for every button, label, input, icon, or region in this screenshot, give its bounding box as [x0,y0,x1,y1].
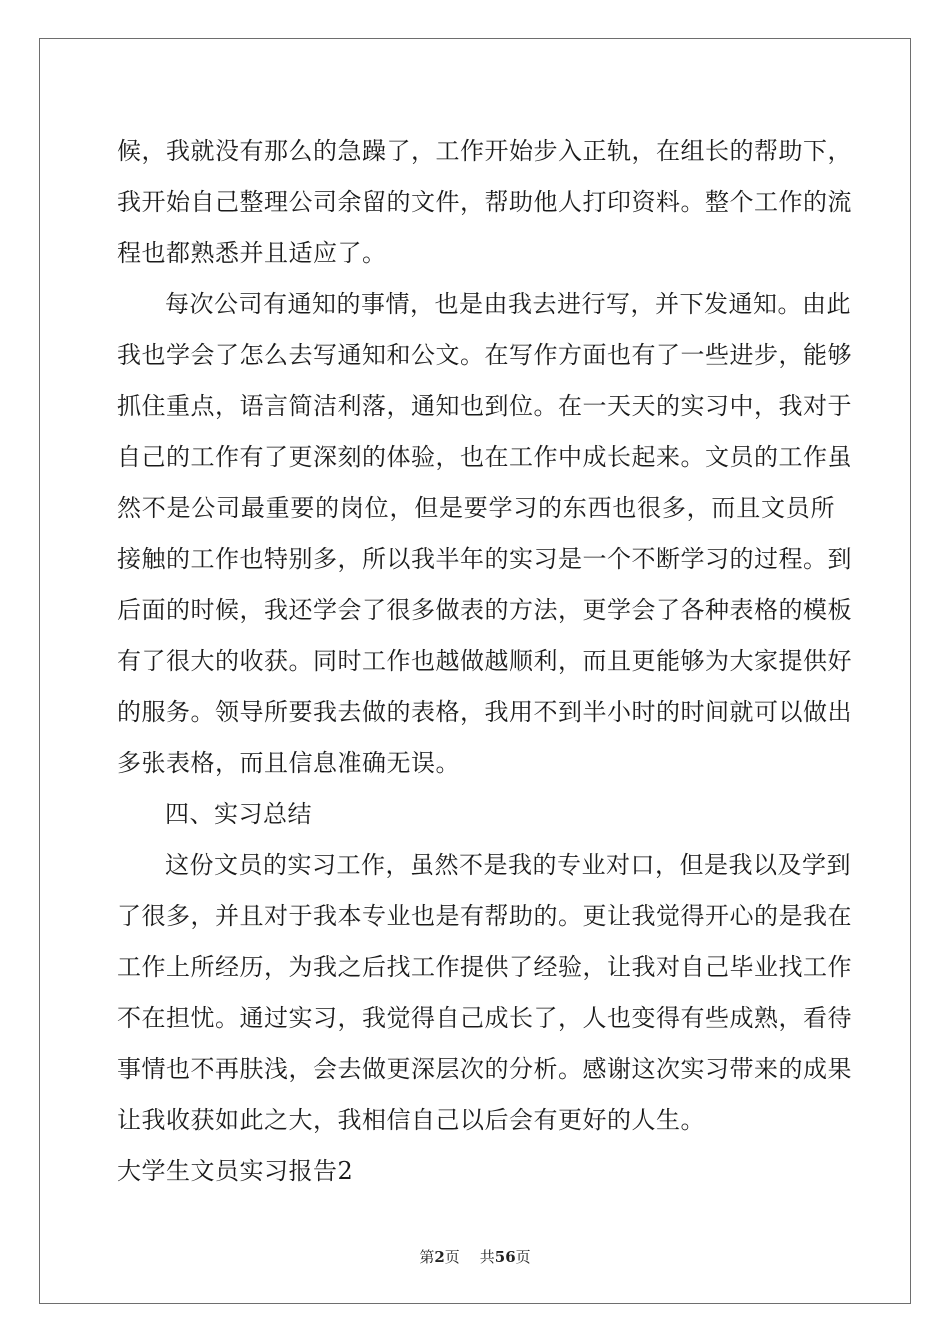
paragraph-line: 有了很大的收获。同时工作也越做越顺利，而且更能够为大家提供好 [117,647,852,675]
paragraph-line: 的服务。领导所要我去做的表格，我用不到半小时的时间就可以做出 [117,698,852,726]
paragraph-line: 自己的工作有了更深刻的体验，也在工作中成长起来。文员的工作虽 [117,443,852,471]
footer-page-prefix: 第 [419,1248,435,1266]
paragraph-line: 事情也不再肤浅，会去做更深层次的分析。感谢这次实习带来的成果 [117,1055,852,1083]
paragraph-line: 我也学会了怎么去写通知和公文。在写作方面也有了一些进步，能够 [117,341,852,369]
paragraph-line: 多张表格，而且信息准确无误。 [117,749,460,777]
paragraph-line: 了很多，并且对于我本专业也是有帮助的。更让我觉得开心的是我在 [117,902,852,930]
paragraph-line: 程也都熟悉并且适应了。 [117,239,387,267]
paragraph-line: 工作上所经历，为我之后找工作提供了经验，让我对自己毕业找工作 [117,953,852,981]
footer-page-suffix: 页 [444,1248,460,1266]
paragraph-line: 我开始自己整理公司余留的文件，帮助他人打印资料。整个工作的流 [117,188,852,216]
footer-total-prefix: 共 [479,1248,495,1266]
paragraph-line: 抓住重点，语言简洁利落，通知也到位。在一天天的实习中，我对于 [117,392,852,420]
footer-total-suffix: 页 [515,1248,531,1266]
document-body [117,126,852,1197]
paragraph-line: 接触的工作也特别多，所以我半年的实习是一个不断学习的过程。到 [117,545,852,573]
paragraph-line: 候，我就没有那么的急躁了，工作开始步入正轨，在组长的帮助下， [117,137,852,165]
paragraph-line: 后面的时候，我还学会了很多做表的方法，更学会了各种表格的模板 [117,596,852,624]
section-heading: 大学生文员实习报告2 [117,1157,354,1185]
footer-page-number: 2 [434,1248,445,1266]
page-footer [0,1247,950,1267]
footer-total-pages: 56 [494,1248,516,1266]
paragraph-line: 每次公司有通知的事情，也是由我去进行写，并下发通知。由此 [165,290,851,318]
paragraph-line: 然不是公司最重要的岗位，但是要学习的东西也很多，而且文员所 [117,494,835,522]
section-heading: 四、实习总结 [165,800,312,828]
paragraph-line: 这份文员的实习工作，虽然不是我的专业对口，但是我以及学到 [165,851,851,879]
paragraph-line: 不在担忧。通过实习，我觉得自己成长了，人也变得有些成熟，看待 [117,1004,852,1032]
paragraph-line: 让我收获如此之大，我相信自己以后会有更好的人生。 [117,1106,705,1134]
